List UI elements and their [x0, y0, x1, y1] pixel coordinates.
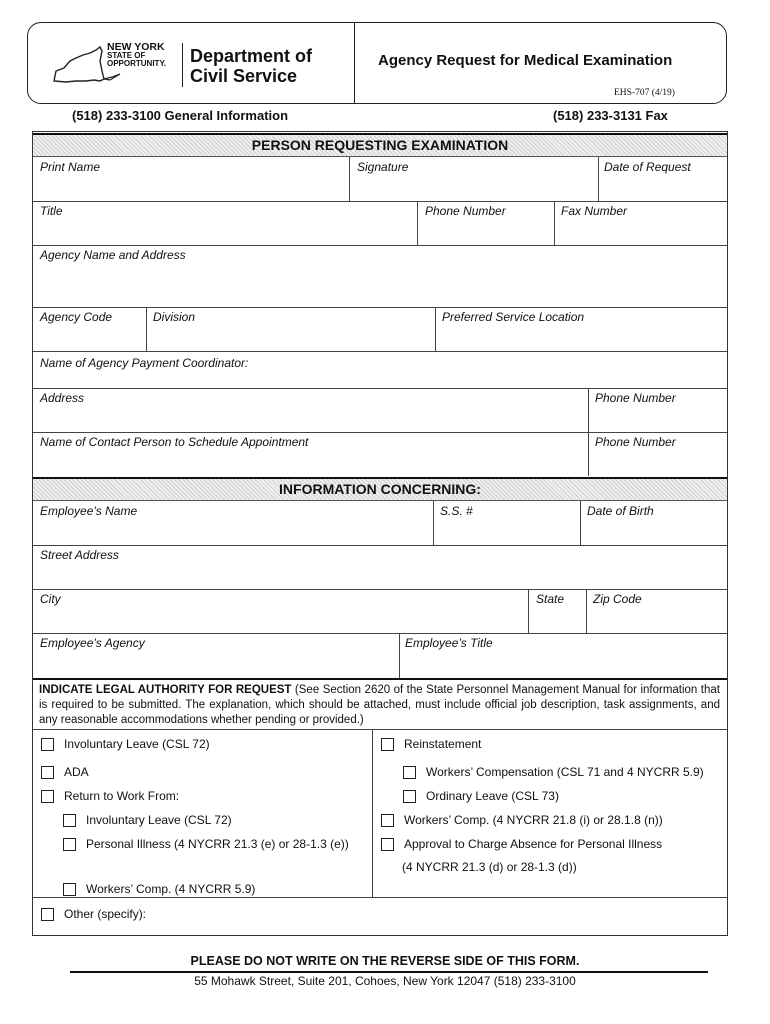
divider — [417, 201, 418, 245]
divider — [598, 157, 599, 201]
print-name-field[interactable] — [34, 175, 347, 200]
contact-person-field[interactable] — [34, 450, 586, 475]
logo-ny: NEW YORK — [107, 41, 165, 53]
checkbox-label: Other (specify): — [64, 907, 147, 921]
signature-label: Signature — [357, 160, 409, 174]
checkbox-label: Reinstatement — [404, 737, 482, 751]
checkbox-rtw-workers-comp[interactable] — [63, 882, 255, 896]
row-divider — [33, 201, 727, 202]
zip-code-field[interactable] — [588, 607, 726, 632]
city-label: City — [40, 592, 61, 606]
payment-coordinator-field[interactable] — [264, 352, 726, 387]
contact-person-label: Name of Contact Person to Schedule Appointment — [40, 435, 309, 449]
agency-code-field[interactable] — [34, 325, 144, 350]
reverse-side-notice: PLEASE DO NOT WRITE ON THE REVERSE SIDE OF THIS FORM. — [190, 954, 580, 968]
legal-authority-text: (See Section 2620 of the State Personnel Management Manual for information that is required to be submitted. The explanation, which should be attached, must include official job description, task assignments, and any reasonable accommodations whether pending or provided.) — [39, 684, 720, 726]
form-code: EHS-707 (4/19) — [614, 88, 675, 98]
row-divider — [33, 245, 727, 246]
checkbox-box[interactable] — [63, 814, 76, 827]
preferred-service-location-field[interactable] — [437, 325, 726, 350]
address-phone-label: Phone Number — [595, 391, 676, 405]
signature-field[interactable] — [351, 175, 596, 200]
logo-state-of: STATE OF — [107, 50, 146, 60]
date-of-birth-label: Date of Birth — [587, 504, 654, 518]
checkbox-label: Personal Illness (4 NYCRR 21.3 (e) or 28-1.3 (e)) — [86, 837, 349, 851]
checkbox-label: Ordinary Leave (CSL 73) — [426, 789, 559, 803]
checkbox-involuntary-leave[interactable] — [41, 737, 210, 751]
checkbox-box[interactable] — [381, 838, 394, 851]
state-label: State — [536, 592, 565, 606]
checkbox-other[interactable] — [41, 907, 146, 921]
employee-title-label: Employee’s Title — [405, 636, 493, 650]
date-of-birth-field[interactable] — [582, 519, 726, 544]
checkbox-box[interactable] — [403, 766, 416, 779]
checkbox-rtw-involuntary-leave[interactable] — [63, 813, 232, 827]
department-name — [190, 46, 312, 86]
checkbox-label: Workers’ Comp. (4 NYCRR 5.9) — [86, 882, 256, 896]
employee-agency-field[interactable] — [34, 651, 397, 676]
checkbox-label: Workers’ Compensation (CSL 71 and 4 NYCRR 5.9) — [426, 765, 704, 779]
employee-agency-label: Employee’s Agency — [40, 636, 145, 650]
row-divider — [33, 432, 727, 433]
city-field[interactable] — [34, 607, 526, 632]
title-field[interactable] — [34, 219, 415, 244]
checkbox-label: Workers’ Comp. (4 NYCRR 21.8 (i) or 28.1.8 (n)) — [404, 813, 663, 827]
checkbox-label: Involuntary Leave (CSL 72) — [64, 737, 210, 751]
date-of-request-label: Date of Request — [604, 160, 691, 174]
footer-address: 55 Mohawk Street, Suite 201, Cohoes, New York 12047 (518) 233-3100 — [194, 974, 576, 988]
checkbox-ada[interactable] — [41, 765, 89, 779]
agency-code-label: Agency Code — [40, 310, 113, 324]
payment-coordinator-label: Name of Agency Payment Coordinator: — [40, 356, 249, 370]
agency-name-address-label: Agency Name and Address — [40, 248, 186, 262]
checkbox-label: ADA — [64, 765, 89, 779]
logo-divider — [182, 43, 183, 87]
row-divider — [33, 897, 727, 898]
divider — [433, 501, 434, 545]
checkbox-box[interactable] — [41, 738, 54, 751]
checkbox-rtw-personal-illness[interactable] — [63, 837, 349, 851]
section-divider — [33, 678, 727, 680]
fax-number-field[interactable] — [556, 219, 726, 244]
checkbox-ordinary-leave[interactable] — [403, 789, 559, 803]
checkbox-label: Return to Work From: — [64, 789, 180, 803]
footer-rule — [70, 971, 708, 973]
division-label: Division — [153, 310, 196, 324]
legal-authority-heading: INDICATE LEGAL AUTHORITY FOR REQUEST — [39, 684, 292, 696]
employee-name-field[interactable] — [34, 519, 431, 544]
checkbox-box[interactable] — [41, 790, 54, 803]
checkbox-box[interactable] — [381, 814, 394, 827]
fax-phone: (518) 233-3131 Fax — [553, 108, 668, 123]
row-divider — [33, 633, 727, 634]
ss-number-label: S.S. # — [440, 504, 473, 518]
divider — [146, 307, 147, 351]
header-divider — [354, 23, 355, 103]
contact-phone-label: Phone Number — [595, 435, 676, 449]
section-person-requesting: PERSON REQUESTING EXAMINATION — [33, 133, 727, 157]
divider — [349, 157, 350, 201]
agency-name-address-field[interactable] — [34, 263, 726, 306]
address-phone-field[interactable] — [590, 406, 726, 431]
checkbox-box[interactable] — [63, 838, 76, 851]
checkbox-workers-compensation[interactable] — [403, 765, 704, 779]
row-divider — [33, 589, 727, 590]
zip-code-label: Zip Code — [593, 592, 642, 606]
checkbox-column-divider — [372, 729, 373, 897]
preferred-service-location-label: Preferred Service Location — [442, 310, 585, 324]
phone-number-label: Phone Number — [425, 204, 506, 218]
checkbox-approval-charge-absence[interactable] — [381, 837, 662, 851]
dept-line-2: Civil Service — [190, 66, 298, 86]
checkbox-box[interactable] — [381, 738, 394, 751]
row-divider — [33, 545, 727, 546]
legal-authority-instructions — [39, 683, 720, 728]
divider — [528, 589, 529, 633]
divider — [580, 501, 581, 545]
title-label: Title — [40, 204, 63, 218]
logo-opportunity: OPPORTUNITY. — [107, 59, 167, 68]
checkbox-reinstatement[interactable] — [381, 737, 481, 751]
checkbox-box[interactable] — [63, 883, 76, 896]
checkbox-box[interactable] — [41, 908, 54, 921]
division-field[interactable] — [148, 325, 433, 350]
fax-number-label: Fax Number — [561, 204, 628, 218]
street-address-field[interactable] — [34, 563, 726, 588]
checkbox-workers-comp-218[interactable] — [381, 813, 663, 827]
street-address-label: Street Address — [40, 548, 119, 562]
print-name-label: Print Name — [40, 160, 101, 174]
ss-number-field[interactable] — [435, 519, 578, 544]
employee-title-field[interactable] — [401, 651, 726, 676]
divider — [586, 589, 587, 633]
row-divider — [33, 729, 727, 730]
address-field[interactable] — [34, 406, 586, 431]
checkbox-box[interactable] — [41, 766, 54, 779]
employee-name-label: Employee’s Name — [40, 504, 138, 518]
dept-line-1: Department of — [190, 46, 313, 66]
approval-charge-absence-continuation: (4 NYCRR 21.3 (d) or 28-1.3 (d)) — [402, 860, 577, 874]
state-field[interactable] — [530, 607, 584, 632]
date-of-request-field[interactable] — [600, 175, 726, 200]
other-specify-field[interactable] — [155, 902, 725, 932]
divider — [554, 201, 555, 245]
checkbox-box[interactable] — [403, 790, 416, 803]
phone-number-field[interactable] — [419, 219, 552, 244]
divider — [435, 307, 436, 351]
address-label: Address — [40, 391, 85, 405]
divider — [399, 633, 400, 678]
row-divider — [33, 388, 727, 389]
form-title: Agency Request for Medical Examination — [378, 52, 673, 69]
checkbox-label: Approval to Charge Absence for Personal Illness — [404, 837, 663, 851]
logo-wordmark — [107, 43, 166, 69]
general-info-phone: (518) 233-3100 General Information — [72, 108, 289, 123]
section-information-concerning: INFORMATION CONCERNING: — [33, 477, 727, 501]
checkbox-label: Involuntary Leave (CSL 72) — [86, 813, 232, 827]
row-divider — [33, 307, 727, 308]
contact-phone-field[interactable] — [590, 450, 726, 475]
checkbox-return-to-work[interactable] — [41, 789, 179, 803]
